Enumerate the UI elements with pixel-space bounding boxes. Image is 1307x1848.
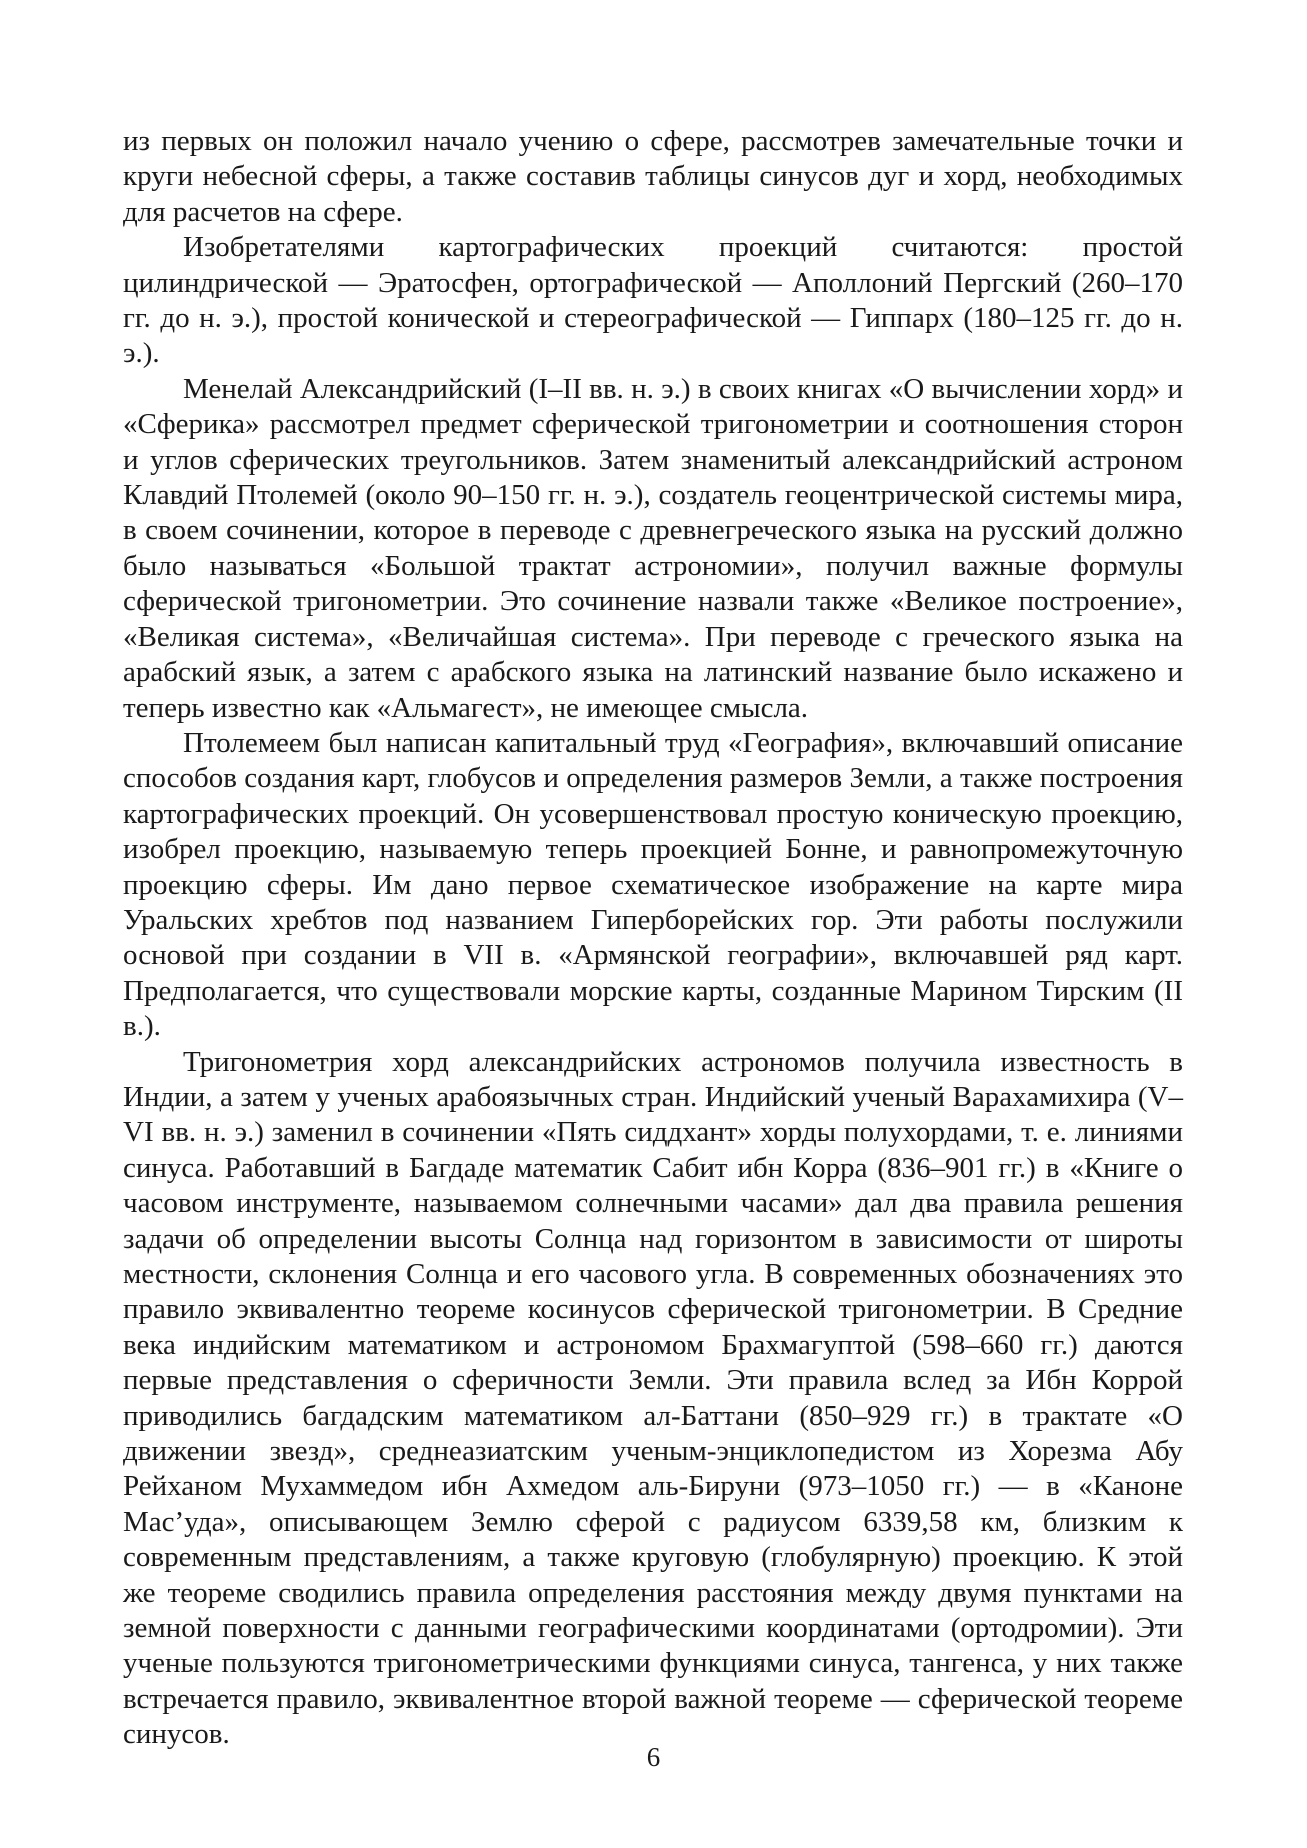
paragraph-projections: Изобретателями картографических проекций считаются: простой цилиндрической — Эратосфен, ортографической — Аполлоний Пергский (260–170 гг. до н. э.), простой конической и стереографической — Гиппарх (180–125 гг. до н. э.). xyxy=(123,231,1183,370)
page-number: 6 xyxy=(646,1742,661,1772)
paragraph-continuation: из первых он положил начало учению о сфере, рассмотрев замечательные точки и круги небесной сферы, а также составив таблицы синусов дуг и хорд, необходимых для расчетов на сфере. xyxy=(123,125,1183,228)
paragraph-menelaus-ptolemy: Менелай Александрийский (I–II вв. н. э.) в своих книгах «О вычислении хорд» и «Сферика» рассмотрел предмет сферической тригонометрии и соотношения сторон и углов сферических треугольников. Затем знаменитый александрийский астроном Клавдий Птолемей (около 90–150 гг. н. э.), создатель геоцентрической системы мира, в своем сочинении, которое в переводе с древнегреческого языка на русский должно было называться «Большой трактат астрономии», получил важные формулы сферической тригонометрии. Это сочинение назвали также «Великое построение», «Великая система», «Величайшая система». При переводе с греческого языка на арабский язык, а затем с арабского языка на латинский название было искажено и теперь известно как «Альмагест», не имеющее смысла. xyxy=(123,372,1183,724)
paragraph-trigonometry-history: Тригонометрия хорд александрийских астрономов получила известность в Индии, а затем у ученых арабоязычных стран. Индийский ученый Варахамихира (V–VI вв. н. э.) заменил в сочинении «Пять сиддхант» хорды полухордами, т. е. линиями синуса. Работавший в Багдаде математик Сабит ибн Корра (836–901 гг.) в «Книге о часовом инструменте, называемом солнечными часами» дал два правила решения задачи об определении высоты Солнца над горизонтом в зависимости от широты местности, склонения Солнца и его часового угла. В современных обозначениях это правило эквивалентно теореме косинусов сферической тригонометрии. В Средние века индийским математиком и астрономом Брахмагуптой (598–660 гг.) даются первые представления о сферичности Земли. Эти правила вслед за Ибн Коррой приводились багдадским математиком ал-Баттани (850–929 гг.) в трактате «О движении звезд», среднеазиатским ученым-энциклопедистом из Хорезма Абу Рейханом Мухаммедом ибн Ахмедом аль-Бируни (973–1050 гг.) — в «Каноне Мас’уда», описывающем Землю сферой с радиусом 6339,58 км, близким к современным представлениям, а также круговую (глобулярную) проекцию. К этой же теореме сводились правила определения расстояния между двумя пунктами на земной поверхности с данными географическими координатами (ортодромии). Эти ученые пользуются тригонометрическими функциями синуса, тангенса, у них также встречается правило, эквивалентное второй важной теореме — сферической теореме синусов. xyxy=(123,1045,1183,1751)
paragraph-geography: Птолемеем был написан капитальный труд «География», включавший описание способов создания карт, глобусов и определения размеров Земли, а также построения картографических проекций. Он усовершенствовал простую коническую проекцию, изобрел проекцию, называемую теперь проекцией Бонне, и равнопромежуточную проекцию сферы. Им дано первое схематическое изображение на карте мира Уральских хребтов под названием Гиперборейских гор. Эти работы послужили основой при создании в VII в. «Армянской географии», включавшей ряд карт. Предполагается, что существовали морские карты, созданные Марином Тирским (II в.). xyxy=(123,726,1183,1043)
body-text xyxy=(123,124,1183,1753)
